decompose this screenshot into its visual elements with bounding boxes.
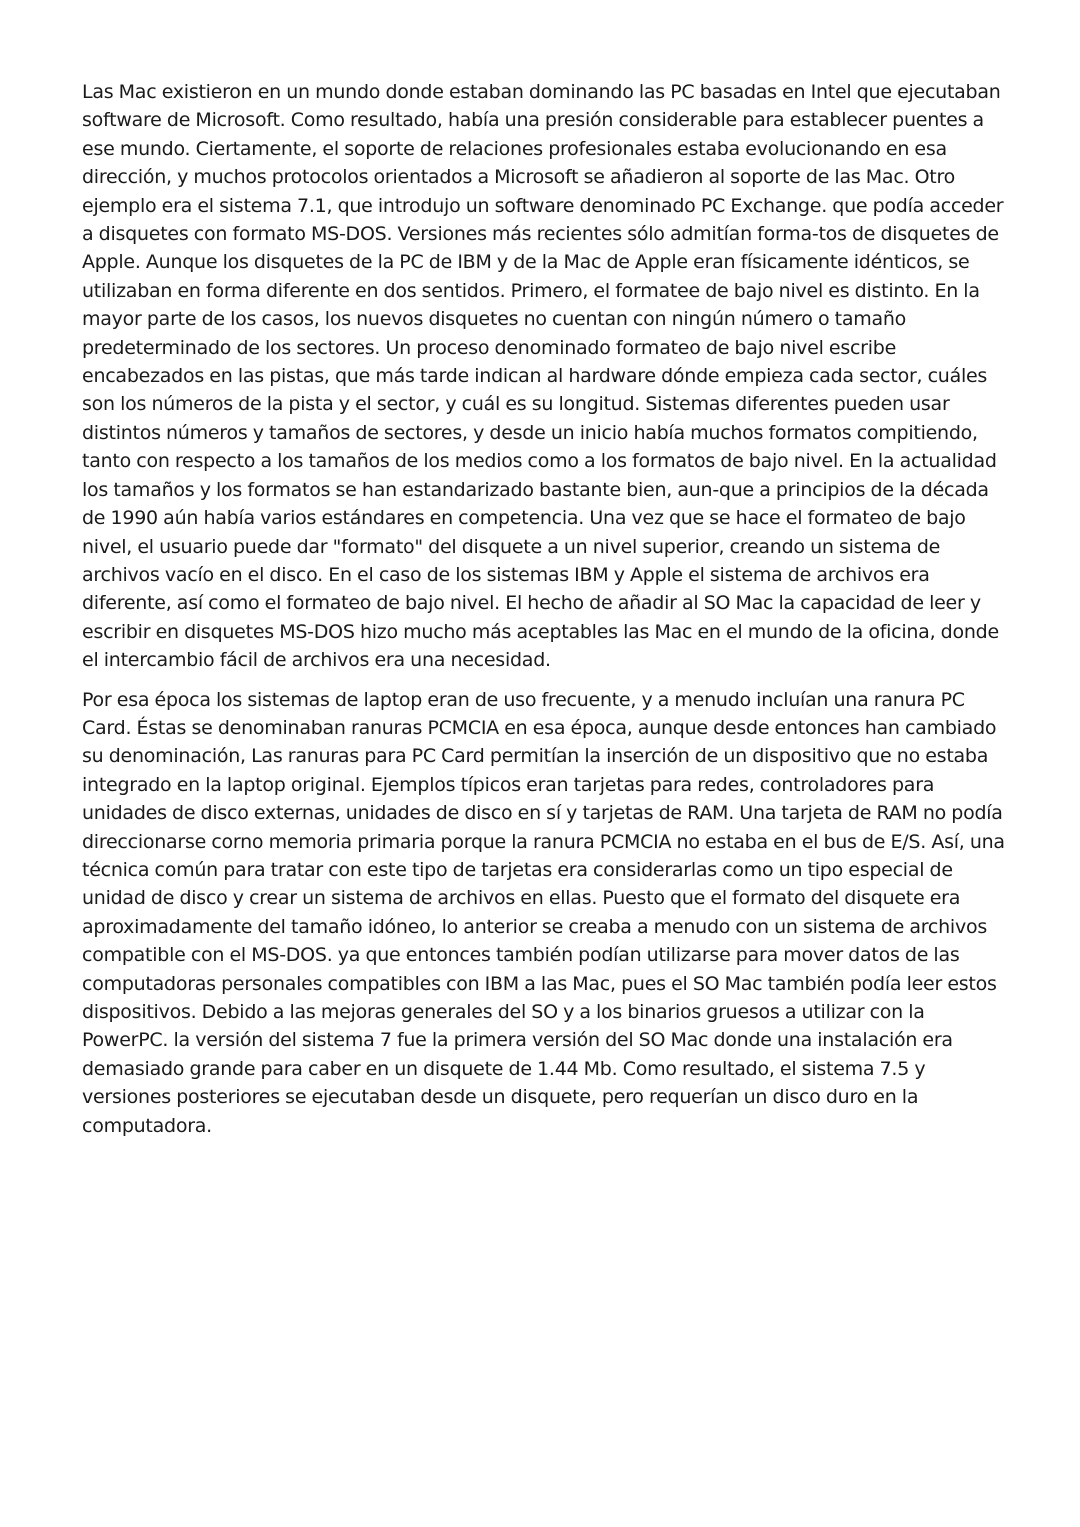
paragraph-mac-pc-compatibility: Las Mac existieron en un mundo donde estaban dominando las PC basadas en Intel que ejecutaban software de Microsoft. Como resultado, había una presión considerable para establecer puentes a ese mundo. Ciertamente, el soporte de relaciones profesionales estaba evolucionando en esa dirección, y muchos protocolos orientados a Microsoft se añadieron al soporte de las Mac. Otro ejemplo era el sistema 7.1, que introdujo un software denominado PC Exchange. que podía acceder a disquetes con formato MS-DOS. Versiones más recientes sólo admitían forma-tos de disquetes de Apple. Aunque los disquetes de la PC de IBM y de la Mac de Apple eran físicamente idénticos, se utilizaban en forma diferente en dos sentidos. Primero, el formatee de bajo nivel es distinto. En la mayor parte de los casos, los nuevos disquetes no cuentan con ningún número o tamaño predeterminado de los sectores. Un proceso denominado formateo de bajo nivel escribe encabezados en las pistas, que más tarde indican al hardware dónde empieza cada sector, cuáles son los números de la pista y el sector, y cuál es su longitud. Sistemas diferentes pueden usar distintos números y tamaños de sectores, y desde un inicio había muchos formatos compitiendo, tanto con respecto a los tamaños de los medios como a los formatos de bajo nivel. En la actualidad los tamaños y los formatos se han estandarizado bastante bien, aun-que a principios de la década de 1990 aún había varios estándares en competencia. Una vez que se hace el formateo de bajo nivel, el usuario puede dar "formato" del disquete a un nivel superior, creando un sistema de archivos vacío en el disco. En el caso de los sistemas IBM y Apple el sistema de archivos era diferente, así como el formateo de bajo nivel. El hecho de añadir al SO Mac la capacidad de leer y escribir en disquetes MS-DOS hizo mucho más aceptables las Mac en el mundo de la oficina, donde el intercambio fácil de archivos era una necesidad. xyxy=(82,81,1004,672)
document-body xyxy=(82,78,1010,1151)
paragraph-pc-card-laptops: Por esa época los sistemas de laptop eran de uso frecuente, y a menudo incluían una ranura PC Card. Éstas se denominaban ranuras PCMCIA en esa época, aunque desde entonces han cambiado su denominación, Las ranuras para PC Card permitían la inserción de un dispositivo que no estaba integrado en la laptop original. Ejemplos típicos eran tarjetas para redes, controladores para unidades de disco externas, unidades de disco en sí y tarjetas de RAM. Una tarjeta de RAM no podía direccionarse corno memoria primaria porque la ranura PCMCIA no estaba en el bus de E/S. Así, una técnica común para tratar con este tipo de tarjetas era considerarlas como un tipo especial de unidad de disco y crear un sistema de archivos en ellas. Puesto que el formato del disquete era aproximadamente del tamaño idóneo, lo anterior se creaba a menudo con un sistema de archivos compatible con el MS-DOS. ya que entonces también podían utilizarse para mover datos de las computadoras personales compatibles con IBM a las Mac, pues el SO Mac también podía leer estos dispositivos. Debido a las mejoras generales del SO y a los binarios gruesos a utilizar con la PowerPC. la versión del sistema 7 fue la primera versión del SO Mac donde una instalación era demasiado grande para caber en un disquete de 1.44 Mb. Como resultado, el sistema 7.5 y versiones posteriores se ejecutaban desde un disquete, pero requerían un disco duro en la computadora. xyxy=(82,688,1005,1137)
